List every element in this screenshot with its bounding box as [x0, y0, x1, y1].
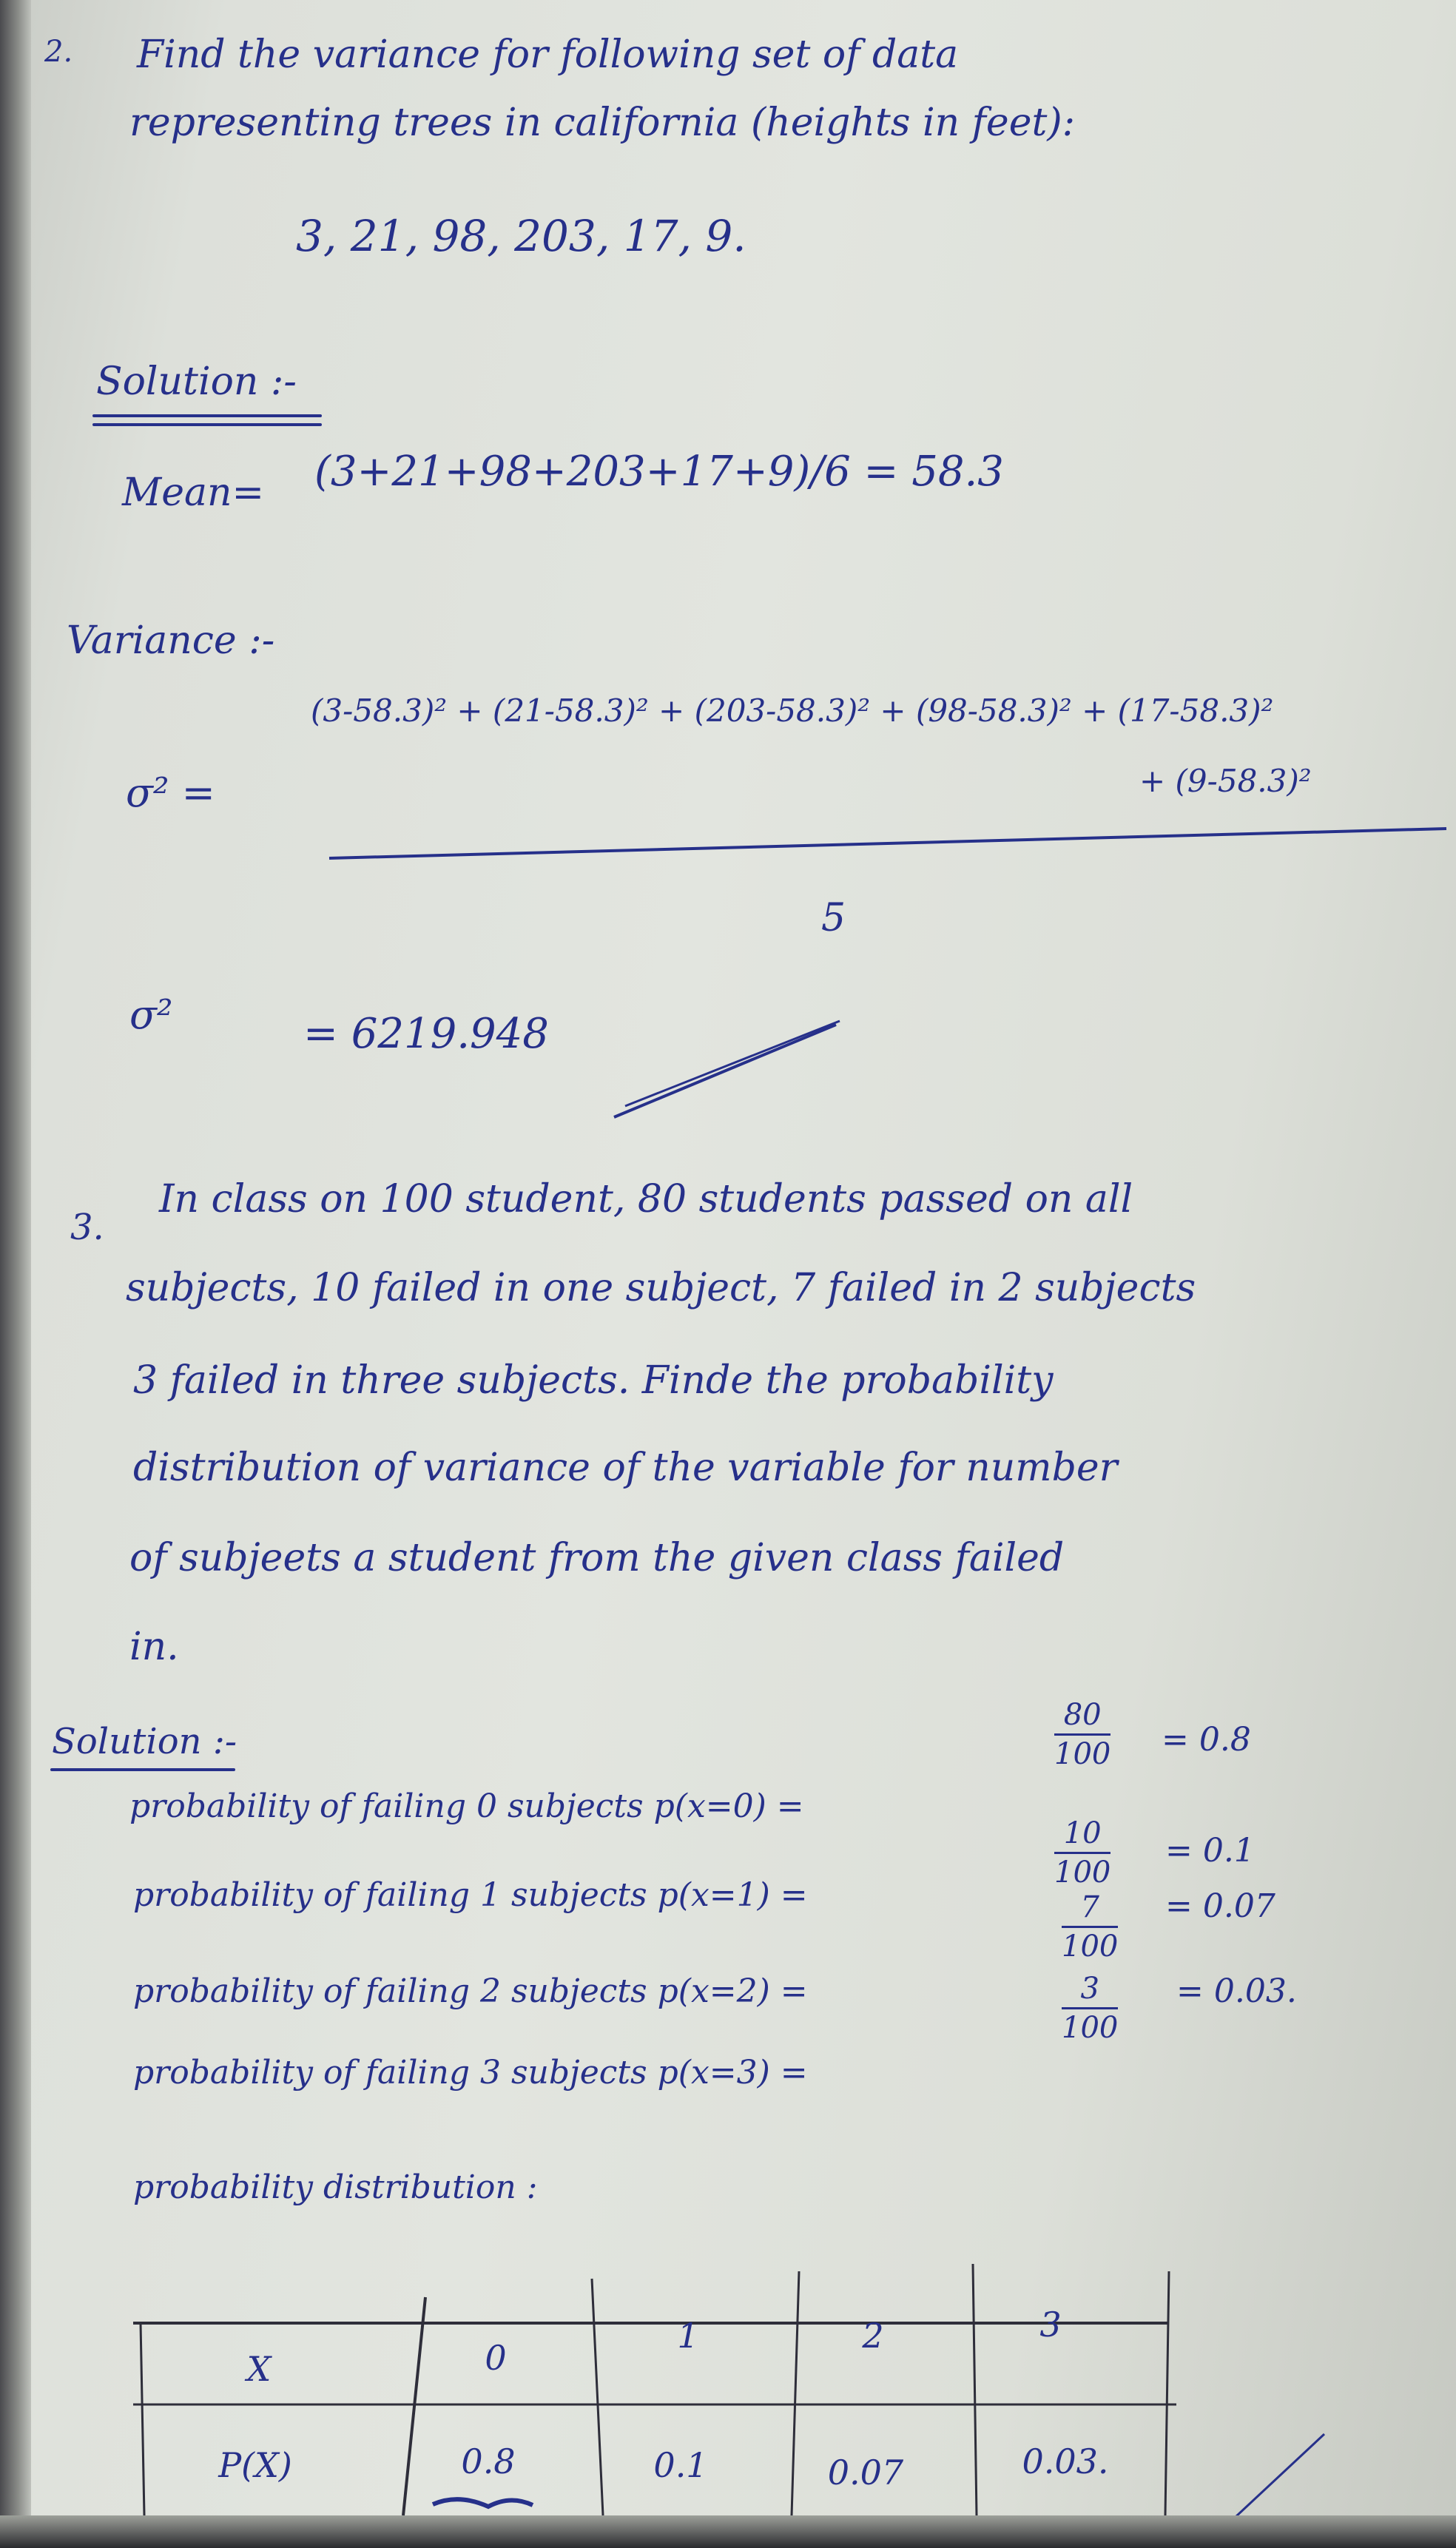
tick-mark-2 — [625, 1021, 840, 1106]
prob-row-0-text: probability of failing 0 subjects p(x=0) = — [129, 1787, 804, 1825]
variance-fraction-bar — [329, 829, 1446, 858]
tick-mark-1 — [614, 1025, 836, 1117]
prob-row-3-result: = 0.03. — [1176, 1972, 1297, 2010]
q3-solution-heading: Solution :- — [52, 1721, 237, 1762]
prob-row-0-num: 80 — [1054, 1698, 1110, 1736]
prob-row-3-text: probability of failing 3 subjects p(x=3) = — [133, 2054, 808, 2092]
distribution-heading: probability distribution : — [133, 2168, 538, 2206]
table-px-2: 0.07 — [827, 2453, 904, 2493]
table-col-line-3 — [792, 2271, 799, 2515]
q2-numerator-line2: + (9-58.3)² — [1139, 763, 1312, 799]
prob-row-3-num: 3 — [1062, 1972, 1118, 2009]
table-col-line-5 — [1165, 2271, 1169, 2515]
q2-numerator-line1: (3-58.3)² + (21-58.3)² + (203-58.3)² + (98-58.3)² + (17-58.3)² — [311, 692, 1274, 729]
q2-prompt-line2: representing trees in california (heights in feet): — [129, 101, 1076, 145]
q2-result: = 6219.948 — [303, 1010, 549, 1058]
prob-row-1-text: probability of failing 1 subjects p(x=1) = — [133, 1876, 808, 1914]
table-col-line-0 — [141, 2323, 144, 2515]
table-col-line-2 — [592, 2279, 603, 2515]
q2-mean-label: Mean= — [122, 471, 265, 515]
prob-row-2-num: 7 — [1062, 1890, 1118, 1928]
table-col-line-1 — [403, 2297, 425, 2515]
q2-data-values: 3, 21, 98, 203, 17, 9. — [296, 211, 746, 261]
table-header-x: X — [246, 2349, 272, 2389]
prob-row-2-text: probability of failing 2 subjects p(x=2) = — [133, 1972, 808, 2010]
q2-result-label: σ² — [129, 991, 173, 1038]
table-x-2: 2 — [862, 2316, 884, 2356]
prob-row-0-den: 100 — [1054, 1737, 1111, 1771]
table-px-0: 0.8 — [461, 2441, 516, 2481]
table-header-px: P(X) — [218, 2445, 292, 2485]
table-x-3: 3 — [1039, 2305, 1062, 2345]
q3-line-3: 3 failed in three subjects. Finde the probability — [133, 1358, 1054, 1403]
q2-mean-expression: (3+21+98+203+17+9)/6 = 58.3 — [314, 448, 1004, 496]
prob-row-1-num: 10 — [1054, 1816, 1110, 1854]
crossed-out-scribble — [433, 2499, 533, 2507]
q3-line-2: subjects, 10 failed in one subject, 7 failed in 2 subjects — [126, 1266, 1196, 1310]
page-bottom-edge — [0, 2515, 1456, 2548]
prob-row-0-result: = 0.8 — [1162, 1721, 1251, 1759]
q3-line-1: In class on 100 student, 80 students passed on all — [159, 1177, 1133, 1221]
q2-prompt-line1: Find the variance for following set of data — [137, 33, 959, 77]
q2-variance-heading: Variance :- — [67, 619, 275, 663]
q3-number: 3. — [70, 1207, 104, 1248]
q2-number: 2. — [44, 35, 73, 69]
table-px-3: 0.03. — [1022, 2441, 1109, 2481]
q2-sigma-squared: σ² = — [126, 769, 215, 816]
q2-solution-heading: Solution :- — [96, 360, 297, 404]
q3-line-4: distribution of variance of the variable for number — [133, 1446, 1118, 1490]
prob-row-2-den: 100 — [1062, 1929, 1119, 1964]
prob-row-2-result: = 0.07 — [1165, 1887, 1275, 1925]
q2-denominator: 5 — [821, 896, 846, 940]
prob-row-3-den: 100 — [1062, 2011, 1119, 2045]
table-col-line-4 — [973, 2264, 977, 2515]
q3-line-6: in. — [129, 1625, 179, 1669]
table-x-1: 1 — [677, 2316, 699, 2356]
prob-row-1-den: 100 — [1054, 1856, 1111, 1890]
q3-line-5: of subjeets a student from the given class failed — [129, 1536, 1065, 1580]
table-x-0: 0 — [485, 2338, 507, 2378]
table-px-1: 0.1 — [653, 2445, 708, 2485]
prob-row-1-result: = 0.1 — [1165, 1832, 1255, 1870]
